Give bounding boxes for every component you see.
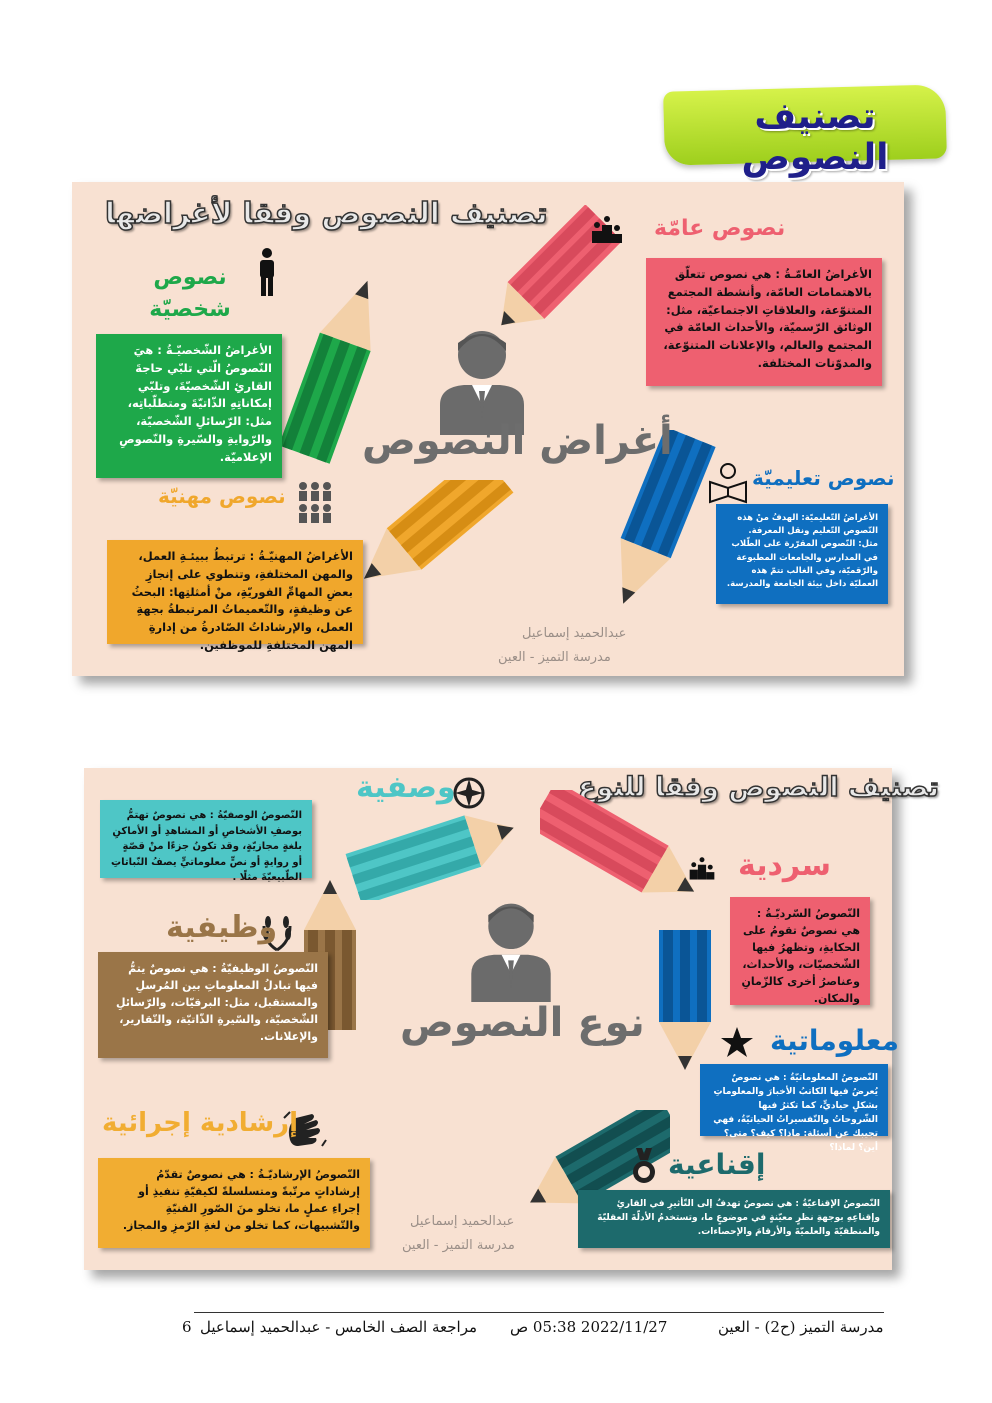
signature-school: مدرسة التميز - العين xyxy=(498,650,611,665)
page-number: 6 xyxy=(182,1318,192,1336)
purposes-center-title: أغراض النصوص xyxy=(362,418,673,464)
footer-course: مراجعة الصف الخامس - عبدالحميد إسماعيل xyxy=(200,1318,478,1336)
informative-box: النّصوصُ المعلوماتيّةُ : هي نصوصٌ يُعرضُ فيها الكاتبُ الأخبارَ والمعلوماتِ بشكلٍ حياديٍّ، كما تكثرُ فيها الشّروحاتُ والتّفسيراتُ الحياتيّةُ، فهي تجيبك عن أسئلة: ماذا؟ كيف؟ متى؟ أين؟ لماذا؟ xyxy=(700,1064,888,1136)
workers-icon xyxy=(295,480,335,526)
descriptive-title: وصفية xyxy=(356,770,456,805)
types-panel-title: تصنيف النصوص وفقا للنوع xyxy=(578,772,939,803)
instructional-box: النّصوصُ الإرشاديّـةُ : هي نصوصٌ تقدّمُ إرشاداتٍ مرتّبةً ومتسلسلةً لكيفيّةِ تنفيذِ أو إجراءِ عملٍ ما، تخلو منَ الصّورِ الفنيّةِ والتّشبيهات، كما تخلو من لغةِ الرّمزِ والمجاز. xyxy=(98,1158,370,1248)
page-title: تصنيف النصوص xyxy=(741,96,889,178)
personal-box: الأغراضُ الشّخصيّـةُ : هيَ النّصوصُ الّتي تلبّي حاجةَ القارئِ الشّخصيّةَ، وتلبّي إمكاناتِهِ الذّاتيّةَ ومتطلّباتِه، مثل: الرّسائلِ الشّخصيّة، والرّوايةِ والسّيرةِ والنّصوصِ الإعلاميّة. xyxy=(96,334,282,478)
podium-icon xyxy=(590,215,624,243)
types-center-title: نوع النصوص xyxy=(400,1000,645,1046)
podium-icon-2 xyxy=(688,854,716,882)
professional-box: الأغراضُ المهنيّـةُ : ترتبطُ ببيئـةِ العمل، والمهن المختلفةِ، وتنطوي على إنجازِ بعضِ المهامِّ الفوريّةِ، منْ أمثلتِها: البحثُ عن وظيفةٍ، والتّعميماتُ المرتبطةُ بجهةِ العمل، والإرشاداتُ الصّادرةُ من إدارةِ المهن المختلفةِ للموظفين. xyxy=(107,540,363,644)
compass-icon xyxy=(452,776,486,810)
general-box: الأغراضُ العامّـةُ : هي نصوص تتعلّق بالاهتمامات العامّة، وأنشطة المجتمع المتنوّعة، والعلاقاتِ الاجتماعيّة، مثل: الوثائق الرّسميّة، والأحداث العامّة في المجتمع والعالم، والإعلانات المتنوّعة، والمدوّنات المختلفة. xyxy=(646,258,882,386)
educational-title: نصوص تعليميّة xyxy=(752,466,895,490)
reader-book-icon xyxy=(708,462,748,504)
general-title: نصوص عامّة xyxy=(654,216,786,241)
persuasive-box: النّصوصُ الإقناعيّةُ : هي نصوصٌ تهدفُ إلى التّأثيرِ في القارئِ وإقناعِهِ بوجهةِ نظرٍ معيّنةٍ في موضوعٍ ما، وتستخدمُ الأدلّةَ العقليّةَ والمنطقيّةَ والعلميّةَ والأرقامَ والإحصاءات. xyxy=(578,1190,890,1248)
pencil-blue-2 xyxy=(655,930,715,1070)
informative-title: معلوماتية xyxy=(770,1024,899,1057)
footer-divider xyxy=(194,1312,884,1313)
footer-school: مدرسة التميز (ح2) - العين xyxy=(718,1318,884,1336)
narrative-title: سردية xyxy=(738,848,832,883)
functional-box: النّصوصُ الوظيفيّةُ : هي نصوصٌ يتمُّ فيها تبادلُ المعلوماتِ بين المُرسلِ والمستقبل، مثل: البرقيّات، والرّسائلِ الشّخصيّة، والسّيرةِ الذّاتيّة، والتّقارير، والإعلانات. xyxy=(98,952,328,1058)
narrative-box: النّصوصُ السّرديّـةُ : هي نصوصٌ تقومُ على الحكايةِ، وتظهرُ فيها الشّخصيّات، والأحداث، وعناصرُ أخرى كالزّمانِ والمكان. xyxy=(730,897,870,1005)
pencil-red-2 xyxy=(540,790,700,910)
footer-datetime: 2022/11/27 05:38 ص xyxy=(510,1318,668,1336)
pencil-teal xyxy=(340,810,520,900)
medal-icon xyxy=(630,1148,658,1184)
educational-box: الأغراضُ التّعليميّة: الهدفُ منْ هذه النّصوص التّعليم ونقل المعرفة. مثل: النّصوص المقرّرة على الطّلاب في المدارس والجامعات المطبوعة والرّقميّة، وفي الغالب تتمّ هذه العمليّة داخل بيئة الجامعة والمدرسة. xyxy=(716,504,888,604)
signature-name-2: عبدالحميد إسماعيل xyxy=(410,1214,515,1229)
purposes-panel-title: تصنيف النصوص وفقا لأغراضها xyxy=(105,196,548,230)
pencil-orange xyxy=(360,480,520,610)
persuasive-title: إقناعية xyxy=(668,1148,766,1181)
personal-title: نصوص شخصيّة xyxy=(149,265,231,322)
person-standing-icon xyxy=(257,248,277,296)
person-icon-2 xyxy=(465,898,557,1002)
signature-school-2: مدرسة التميز - العين xyxy=(402,1238,515,1253)
star-icon xyxy=(720,1026,754,1060)
functional-title: وظيفية xyxy=(166,910,278,945)
descriptive-box: النّصوصُ الوصفيّةُ : هي نصوصٌ تهتمُّ بوصفِ الأشخاصِ أو المشاهدِ أو الأماكنِ بلغةٍ مجازيّةٍ، وقد تكونُ جزءًا منْ قصّةٍ أو روايةٍ أو نصٍّ معلوماتيٍّ يصفُ النّباتاتِ الطّبيعيّةَ مثلًا . xyxy=(100,800,312,878)
instructional-title: إرشادية إجرائية xyxy=(102,1108,299,1138)
professional-title: نصوص مهنيّة xyxy=(158,484,286,508)
signature-name: عبدالحميد إسماعيل xyxy=(522,626,627,641)
